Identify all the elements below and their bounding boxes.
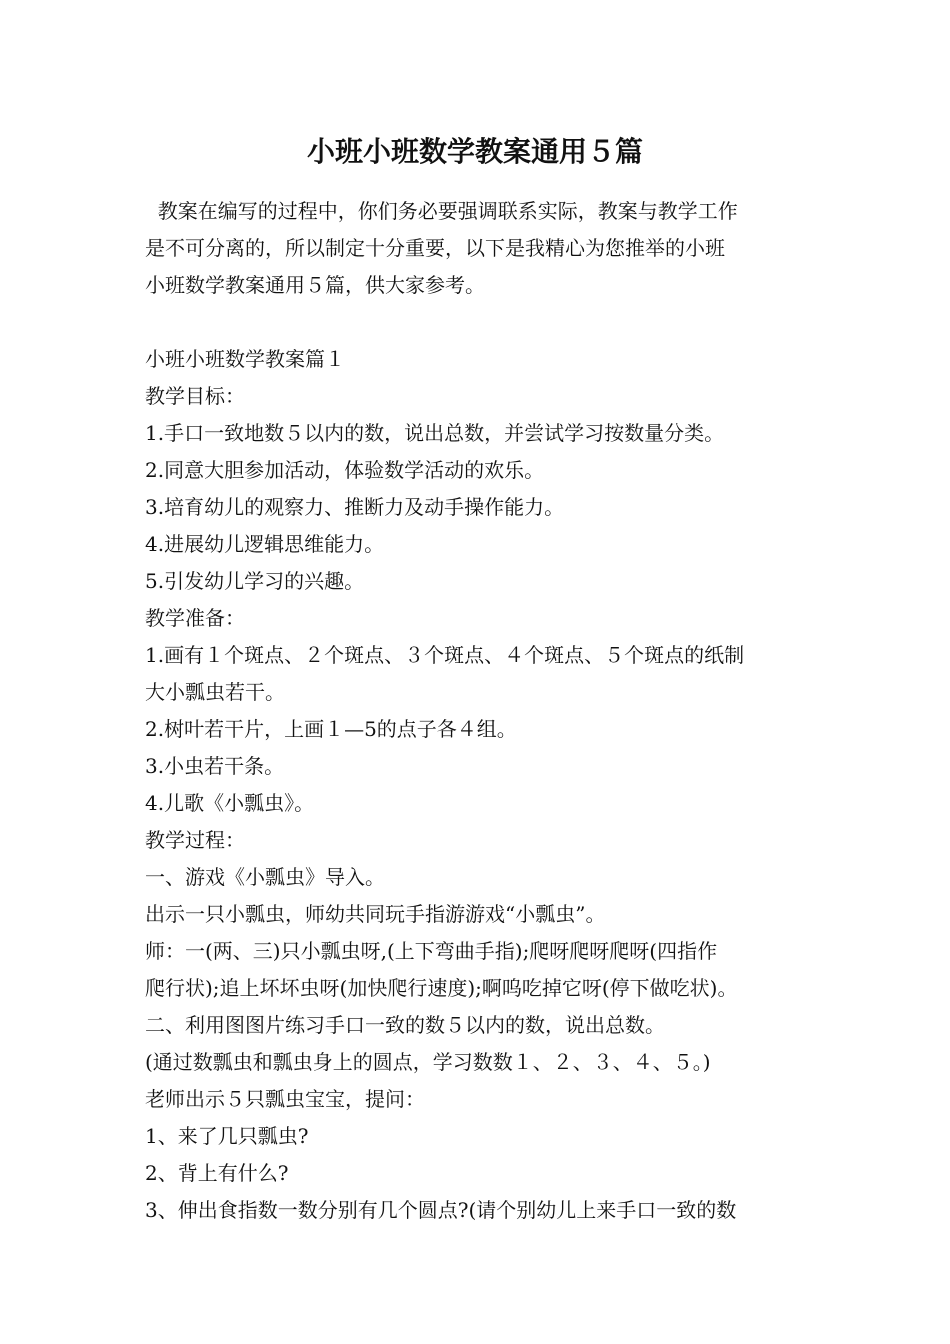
process-text: 师：一(两、三)只小瓢虫呀,(上下弯曲手指);爬呀爬呀爬呀(四指作 (145, 939, 718, 963)
process-text: (通过数瓢虫和瓢虫身上的圆点，学习数数１、２、３、４、５。) (145, 1050, 711, 1074)
process-text: 老师出示５只瓢虫宝宝，提问： (145, 1087, 425, 1111)
subheading-teaching-goals: 教学目标： (145, 384, 245, 408)
preparation-item-continuation: 大小瓢虫若干。 (145, 680, 285, 704)
subheading-teaching-process: 教学过程： (145, 828, 245, 852)
subheading-teaching-preparation: 教学准备： (145, 606, 245, 630)
intro-paragraph (145, 193, 810, 304)
lesson-content (145, 341, 825, 1229)
process-text: 出示一只小瓢虫，师幼共同玩手指游游戏“小瓢虫”。 (145, 902, 606, 926)
question-item: 2、背上有什么? (145, 1161, 289, 1185)
question-item: 3、伸出食指数一数分别有几个圆点?(请个别幼儿上来手口一致的数 (145, 1198, 737, 1222)
preparation-item: 1.画有１个斑点、２个斑点、３个斑点、４个斑点、５个斑点的纸制 (145, 643, 745, 667)
section-heading: 小班小班数学教案篇１ (145, 347, 345, 371)
intro-line: 小班数学教案通用５篇，供大家参考。 (145, 273, 485, 297)
goal-item: 4.进展幼儿逻辑思维能力。 (145, 532, 385, 556)
question-item: 1、来了几只瓢虫? (145, 1124, 309, 1148)
document-title: 小班小班数学教案通用５篇 (306, 135, 643, 168)
preparation-item: 3.小虫若干条。 (145, 754, 285, 778)
goal-item: 1.手口一致地数５以内的数，说出总数，并尝试学习按数量分类。 (145, 421, 725, 445)
preparation-item: 4.儿歌《小瓢虫》。 (145, 791, 315, 815)
goal-item: 2.同意大胆参加活动，体验数学活动的欢乐。 (145, 458, 545, 482)
preparation-item: 2.树叶若干片，上画１—5的点子各４组。 (145, 717, 517, 741)
process-step: 一、游戏《小瓢虫》导入。 (145, 865, 385, 889)
intro-line: 教案在编写的过程中，你们务必要强调联系实际，教案与教学工作 (145, 199, 738, 223)
process-step: 二、利用图图片练习手口一致的数５以内的数，说出总数。 (145, 1013, 665, 1037)
goal-item: 3.培育幼儿的观察力、推断力及动手操作能力。 (145, 495, 565, 519)
goal-item: 5.引发幼儿学习的兴趣。 (145, 569, 365, 593)
intro-line: 是不可分离的，所以制定十分重要，以下是我精心为您推举的小班 (145, 236, 725, 260)
process-text: 爬行状);追上坏坏虫呀(加快爬行速度);啊呜吃掉它呀(停下做吃状)。 (145, 976, 738, 1000)
